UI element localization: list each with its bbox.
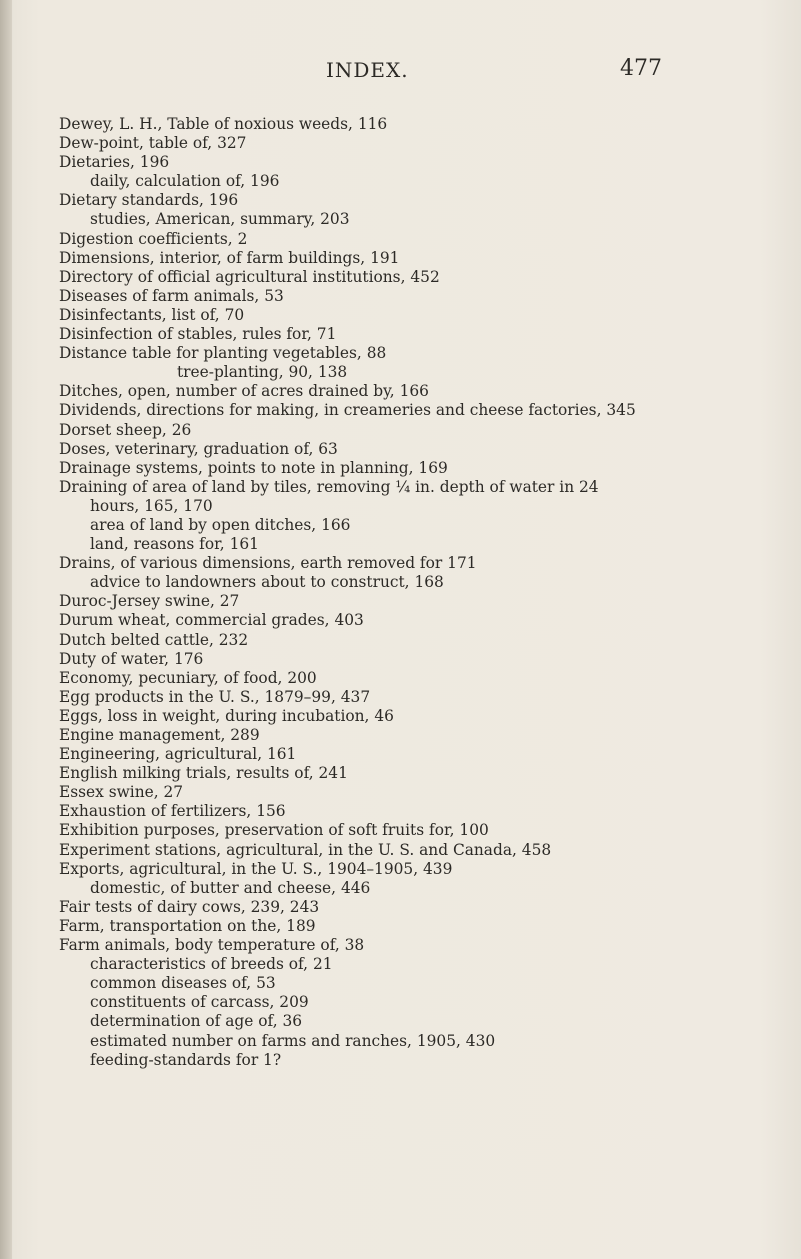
index-entry: Farm animals, body temperature of, 38 — [59, 936, 365, 955]
index-entry: Ditches, open, number of acres drained by, 166 — [59, 382, 429, 401]
index-entry: Engine management, 289 — [59, 726, 260, 744]
index-entry-list — [59, 115, 789, 1070]
index-entry: characteristics of breeds of, 21 — [90, 955, 333, 974]
index-entry: Drains, of various dimensions, earth removed for 171 — [59, 554, 477, 573]
page-spine-shadow — [0, 0, 12, 1259]
index-entry: Doses, veterinary, graduation of, 63 — [59, 439, 338, 458]
index-entry: Drainage systems, points to note in planning, 169 — [59, 458, 448, 477]
index-entry: Duty of water, 176 — [59, 649, 204, 668]
index-entry: Fair tests of dairy cows, 239, 243 — [59, 897, 320, 916]
index-entry: Dewey, L. H., Table of noxious weeds, 116 — [59, 115, 388, 133]
index-entry: Engineering, agricultural, 161 — [59, 745, 297, 764]
index-entry: Distance table for planting vegetables, 88 — [59, 344, 387, 363]
index-entry: Durum wheat, commercial grades, 403 — [59, 611, 364, 630]
index-entry: area of land by open ditches, 166 — [90, 515, 351, 534]
index-entry: Dividends, directions for making, in creameries and cheese factories, 345 — [59, 401, 636, 420]
index-entry: Farm, transportation on the, 189 — [59, 916, 316, 935]
index-entry: Experiment stations, agricultural, in the U. S. and Canada, 458 — [59, 840, 552, 859]
index-entry: domestic, of butter and cheese, 446 — [90, 878, 371, 897]
index-entry: Essex swine, 27 — [59, 783, 184, 802]
index-entry: estimated number on farms and ranches, 1905, 430 — [90, 1031, 496, 1050]
index-entry: studies, American, summary, 203 — [90, 210, 350, 229]
index-entry: advice to landowners about to construct, 168 — [90, 573, 444, 592]
page-number: 477 — [620, 56, 662, 81]
index-entry: hours, 165, 170 — [90, 496, 213, 515]
index-entry: Dew-point, table of, 327 — [59, 134, 247, 153]
index-entry: Economy, pecuniary, of food, 200 — [59, 668, 317, 687]
index-entry: Dutch belted cattle, 232 — [59, 630, 249, 649]
index-entry: Eggs, loss in weight, during incubation, 46 — [59, 706, 394, 725]
index-entry: Dietaries, 196 — [59, 153, 170, 172]
index-entry: feeding-standards for 1? — [90, 1050, 282, 1069]
running-head: INDEX. — [326, 58, 409, 82]
index-entry: Diseases of farm animals, 53 — [59, 286, 284, 305]
index-entry: Disinfection of stables, rules for, 71 — [59, 325, 337, 344]
index-entry: Exports, agricultural, in the U. S., 1904–1905, 439 — [59, 859, 453, 878]
index-entry: Egg products in the U. S., 1879–99, 437 — [59, 687, 371, 706]
index-entry: Duroc-Jersey swine, 27 — [59, 592, 240, 611]
index-entry: Exhaustion of fertilizers, 156 — [59, 802, 286, 821]
index-entry: constituents of carcass, 209 — [90, 993, 309, 1012]
index-entry: English milking trials, results of, 241 — [59, 764, 348, 783]
index-entry: Dietary standards, 196 — [59, 191, 239, 210]
page-header — [0, 56, 801, 86]
index-entry: Dimensions, interior, of farm buildings, 191 — [59, 248, 400, 267]
index-entry: land, reasons for, 161 — [90, 535, 259, 554]
index-entry: Exhibition purposes, preservation of soft fruits for, 100 — [59, 821, 489, 840]
index-entry: Directory of official agricultural institutions, 452 — [59, 267, 440, 286]
index-entry: Draining of area of land by tiles, removing ¼ in. depth of water in 24 — [59, 477, 599, 496]
index-entry: Digestion coefficients, 2 — [59, 229, 248, 248]
index-entry: tree-planting, 90, 138 — [177, 363, 348, 382]
index-entry: Disinfectants, list of, 70 — [59, 305, 245, 324]
index-entry: Dorset sheep, 26 — [59, 420, 192, 439]
index-entry: determination of age of, 36 — [90, 1012, 303, 1031]
index-entry: common diseases of, 53 — [90, 974, 276, 993]
index-entry: daily, calculation of, 196 — [90, 172, 280, 191]
